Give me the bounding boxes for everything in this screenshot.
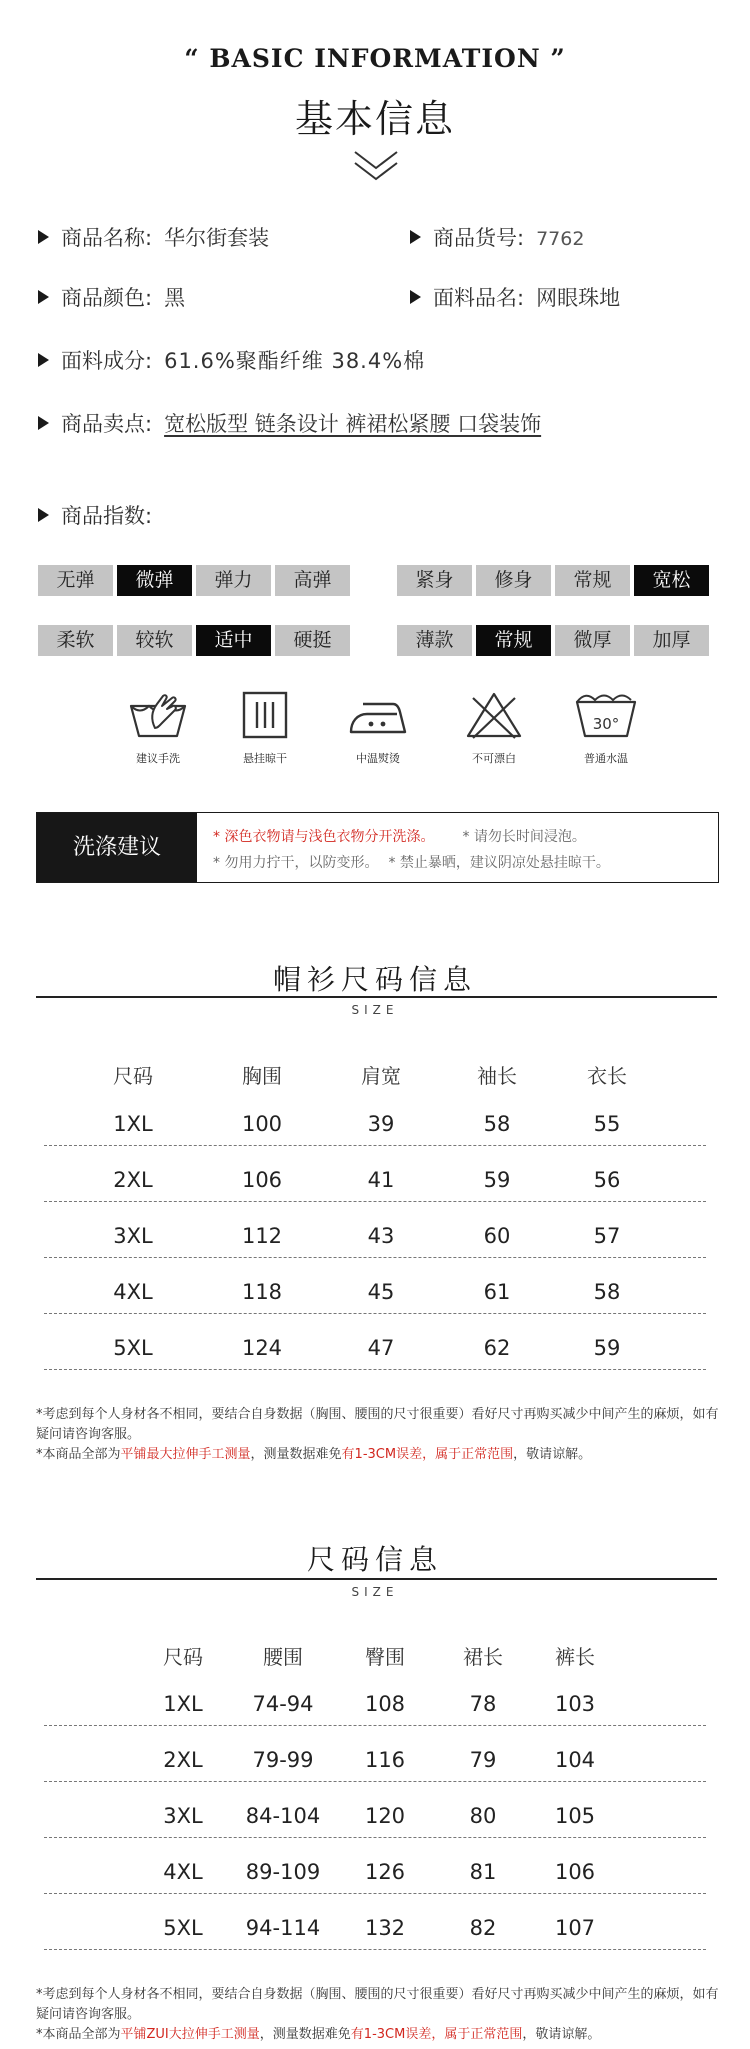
table-cell: 45: [367, 1280, 395, 1304]
table-cell: 1XL: [113, 1112, 153, 1136]
table-cell: 3XL: [113, 1224, 153, 1248]
title-chinese: 基本信息: [294, 97, 455, 141]
triangle-bullet-icon: [410, 230, 421, 244]
size-top-rule: [36, 996, 717, 998]
info-product-color: 商品颜色: 黑: [38, 282, 185, 312]
size-bottom-rule: [36, 1578, 717, 1580]
table-cell: 57: [593, 1224, 621, 1248]
table-header-cell: 衣长: [587, 1064, 627, 1088]
chevron-down-icon: [353, 148, 399, 184]
wash-advice-title: 洗涤建议: [37, 813, 197, 882]
table-cell: 39: [367, 1112, 395, 1136]
triangle-bullet-icon: [38, 508, 49, 522]
triangle-bullet-icon: [38, 230, 49, 244]
table-cell: 80: [469, 1804, 497, 1828]
table-row-divider: [44, 1949, 706, 1950]
table-cell: 120: [364, 1804, 406, 1828]
index-fit-option: 修身: [476, 565, 551, 596]
index-softness-option: 较软: [117, 625, 192, 656]
size-bottom-subtitle: SIZE: [351, 1585, 399, 1599]
table-header-cell: 裙长: [463, 1645, 503, 1669]
wash-30-icon: [573, 690, 639, 742]
index-elasticity-option: 无弹: [38, 565, 113, 596]
table-header-cell: 腰围: [263, 1645, 303, 1669]
table-cell: 112: [241, 1224, 283, 1248]
table-cell: 126: [364, 1860, 406, 1884]
table-cell: 89-109: [245, 1860, 321, 1884]
triangle-bullet-icon: [38, 290, 49, 304]
size-top-note-2: *本商品全部为平铺最大拉伸手工测量，测量数据难免有1-3CM误差，属于正常范围，敬请谅解。: [36, 1447, 592, 1462]
table-row-divider: [44, 1201, 706, 1202]
table-cell: 41: [367, 1168, 395, 1192]
size-top-note-1: *考虑到每个人身材各不相同，要结合自身数据（胸围、腰围的尺寸很重要）看好尺寸再购买减少中间产生的麻烦，如有疑问请咨询客服。: [36, 1407, 719, 1442]
table-cell: 5XL: [113, 1336, 153, 1360]
table-cell: 81: [469, 1860, 497, 1884]
info-product-name: 商品名称: 华尔街套装: [38, 222, 269, 252]
table-cell: 58: [483, 1112, 511, 1136]
table-cell: 106: [554, 1860, 596, 1884]
care-wash-30: 30° 普通水温: [556, 690, 656, 766]
index-softness-option: 柔软: [38, 625, 113, 656]
table-header-cell: 裤长: [555, 1645, 595, 1669]
table-cell: 100: [241, 1112, 283, 1136]
table-cell: 4XL: [163, 1860, 203, 1884]
index-thickness-option: 薄款: [397, 625, 472, 656]
table-cell: 82: [469, 1916, 497, 1940]
index-thickness-option: 微厚: [555, 625, 630, 656]
table-cell: 79-99: [252, 1748, 314, 1772]
table-cell: 55: [593, 1112, 621, 1136]
care-iron-medium: 中温熨烫: [328, 690, 428, 766]
table-cell: 5XL: [163, 1916, 203, 1940]
table-cell: 56: [593, 1168, 621, 1192]
table-row-divider: [44, 1781, 706, 1782]
table-cell: 108: [364, 1692, 406, 1716]
triangle-bullet-icon: [410, 290, 421, 304]
table-cell: 43: [367, 1224, 395, 1248]
index-elasticity-option: 弹力: [196, 565, 271, 596]
table-cell: 4XL: [113, 1280, 153, 1304]
table-row-divider: [44, 1313, 706, 1314]
table-cell: 94-114: [245, 1916, 321, 1940]
table-cell: 47: [367, 1336, 395, 1360]
table-cell: 74-94: [252, 1692, 314, 1716]
table-cell: 105: [554, 1804, 596, 1828]
table-cell: 107: [554, 1916, 596, 1940]
info-composition: 面料成分: 61.6%聚酯纤维 38.4%棉: [38, 345, 425, 375]
table-row-divider: [44, 1725, 706, 1726]
info-index-label: 商品指数:: [38, 500, 152, 530]
table-cell: 124: [241, 1336, 283, 1360]
table-row-divider: [44, 1893, 706, 1894]
size-bottom-note-2: *本商品全部为平铺ZUI大拉伸手工测量，测量数据难免有1-3CM误差，属于正常范围，敬请谅解。: [36, 2027, 601, 2042]
info-fabric-name: 面料品名: 网眼珠地: [410, 282, 620, 312]
care-no-bleach: 不可漂白: [444, 690, 544, 766]
size-bottom-note-1: *考虑到每个人身材各不相同，要结合自身数据（胸围、腰围的尺寸很重要）看好尺寸再购买减少中间产生的麻烦，如有疑问请咨询客服。: [36, 1987, 719, 2022]
table-cell: 78: [469, 1692, 497, 1716]
table-row-divider: [44, 1837, 706, 1838]
size-top-title: 帽衫尺码信息: [272, 963, 477, 996]
iron-medium-icon: [347, 690, 409, 742]
table-cell: 61: [483, 1280, 511, 1304]
table-header-cell: 袖长: [477, 1064, 517, 1088]
wash-advice-line-2: * 勿用力拧干，以防变形。 * 禁止暴晒，建议阴凉处悬挂晾干。: [213, 855, 610, 871]
table-cell: 58: [593, 1280, 621, 1304]
table-cell: 84-104: [245, 1804, 321, 1828]
table-cell: 118: [241, 1280, 283, 1304]
table-cell: 3XL: [163, 1804, 203, 1828]
size-bottom-title: 尺码信息: [306, 1543, 443, 1576]
care-hand-wash: 建议手洗: [108, 690, 208, 766]
table-cell: 59: [593, 1336, 621, 1360]
table-cell: 60: [483, 1224, 511, 1248]
table-row-divider: [44, 1257, 706, 1258]
title-english: “ BASIC INFORMATION ”: [184, 44, 566, 73]
index-fit-option: 紧身: [397, 565, 472, 596]
table-cell: 106: [241, 1168, 283, 1192]
index-fit-option: 宽松: [634, 565, 709, 596]
hang-dry-icon: [234, 690, 296, 742]
index-softness-option: 硬挺: [275, 625, 350, 656]
info-selling-points: 商品卖点: 宽松版型 链条设计 裤裙松紧腰 口袋装饰: [38, 408, 541, 438]
table-header-cell: 尺码: [113, 1064, 153, 1088]
index-fit-option: 常规: [555, 565, 630, 596]
table-cell: 103: [554, 1692, 596, 1716]
size-top-subtitle: SIZE: [351, 1003, 399, 1017]
index-softness-option: 适中: [196, 625, 271, 656]
table-cell: 79: [469, 1748, 497, 1772]
no-bleach-icon: [463, 690, 525, 742]
wash-advice-box: [36, 812, 719, 883]
care-hang-dry: 悬挂晾干: [215, 690, 315, 766]
table-cell: 2XL: [113, 1168, 153, 1192]
table-cell: 116: [364, 1748, 406, 1772]
triangle-bullet-icon: [38, 353, 49, 367]
svg-text:30°: 30°: [592, 715, 620, 733]
index-thickness-option: 加厚: [634, 625, 709, 656]
table-cell: 59: [483, 1168, 511, 1192]
table-header-cell: 胸围: [242, 1064, 282, 1088]
table-row-divider: [44, 1145, 706, 1146]
table-row-divider: [44, 1369, 706, 1370]
hand-wash-icon: [127, 690, 189, 742]
index-thickness-option: 常规: [476, 625, 551, 656]
table-cell: 62: [483, 1336, 511, 1360]
table-cell: 1XL: [163, 1692, 203, 1716]
table-header-cell: 肩宽: [361, 1064, 401, 1088]
table-header-cell: 臀围: [365, 1645, 405, 1669]
wash-advice-line-1: * 深色衣物请与浅色衣物分开洗涤。 * 请勿长时间浸泡。: [213, 829, 586, 845]
table-cell: 104: [554, 1748, 596, 1772]
table-cell: 132: [364, 1916, 406, 1940]
table-header-cell: 尺码: [163, 1645, 203, 1669]
triangle-bullet-icon: [38, 416, 49, 430]
info-product-sku: 商品货号: 7762: [410, 222, 584, 252]
index-elasticity-option: 微弹: [117, 565, 192, 596]
index-elasticity-option: 高弹: [275, 565, 350, 596]
table-cell: 2XL: [163, 1748, 203, 1772]
